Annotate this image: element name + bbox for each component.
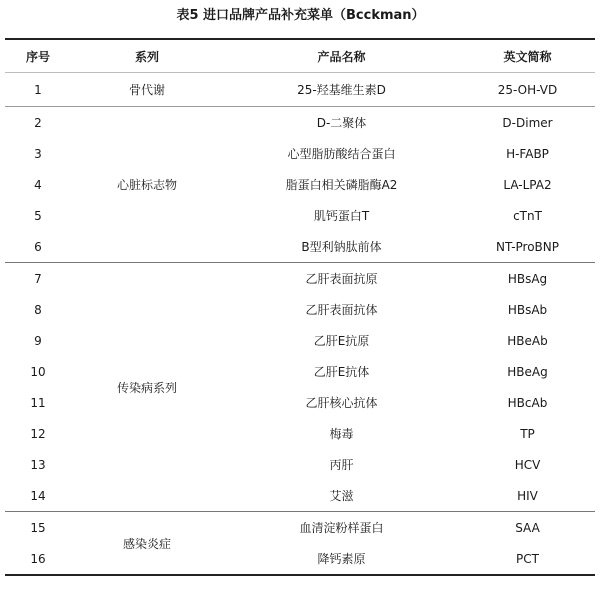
row-product-name: 丙肝 [329, 458, 354, 472]
category-infection-inflammation: 感染炎症 [71, 512, 223, 576]
row-serial: 10 [30, 364, 46, 379]
row-abbreviation: 25-OH-VD [460, 73, 595, 107]
row-abbreviation: HBsAg [507, 271, 548, 286]
category-infectious-diseases: 传染病系列 [71, 263, 223, 512]
header-series: 系列 [71, 39, 223, 73]
row-abbreviation: H-FABP [506, 146, 549, 161]
row-serial: 4 [34, 177, 42, 192]
row-product-name: 艾滋 [223, 480, 460, 512]
row-serial: 12 [30, 426, 46, 441]
row-abbreviation: cTnT [513, 208, 542, 223]
row-product-name: D-二聚体 [316, 116, 367, 130]
row-abbreviation: PCT [460, 543, 595, 575]
row-abbreviation: HBeAb [507, 333, 548, 348]
row-serial: 1 [5, 73, 71, 107]
table-row [5, 107, 595, 139]
row-serial: 2 [34, 115, 42, 130]
header-product-name: 产品名称 [223, 39, 460, 73]
row-product-name: 乙肝核心抗体 [305, 396, 378, 410]
header-abbreviation: 英文简称 [460, 39, 595, 73]
row-product-name: 肌钙蛋白T [313, 209, 370, 223]
row-abbreviation: LA-LPA2 [503, 177, 552, 192]
row-serial: 11 [30, 395, 46, 410]
row-serial: 9 [34, 333, 42, 348]
row-product-name: 乙肝E抗原 [313, 334, 370, 348]
table-row [5, 263, 595, 295]
row-abbreviation: NT-ProBNP [460, 231, 595, 263]
header-serial: 序号 [5, 39, 71, 73]
row-abbreviation: D-Dimer [502, 115, 553, 130]
category-cardiac-markers: 心脏标志物 [71, 107, 223, 263]
row-product-name: 梅毒 [329, 427, 354, 441]
row-abbreviation: HIV [460, 480, 595, 512]
row-serial: 14 [5, 480, 71, 512]
row-abbreviation: HBsAb [507, 302, 548, 317]
row-product-name: B型利钠肽前体 [223, 231, 460, 263]
row-abbreviation: HBcAb [507, 395, 548, 410]
row-abbreviation: HBeAg [507, 364, 548, 379]
row-abbreviation: HCV [514, 457, 541, 472]
row-serial: 5 [34, 208, 42, 223]
row-serial: 7 [34, 271, 42, 286]
row-serial: 13 [30, 457, 46, 472]
row-product-name: 心型脂肪酸结合蛋白 [287, 147, 396, 161]
table-row [5, 512, 595, 544]
row-abbreviation: TP [520, 426, 535, 441]
row-product-name: 乙肝表面抗原 [305, 272, 378, 286]
row-product-name: 脂蛋白相关磷脂酶A2 [285, 178, 398, 192]
row-serial: 3 [34, 146, 42, 161]
category-bone-metabolism: 骨代谢 [71, 73, 223, 107]
row-serial: 8 [34, 302, 42, 317]
table-row [5, 73, 595, 107]
row-serial: 15 [30, 520, 46, 535]
row-product-name: 25-羟基维生素D [223, 73, 460, 107]
row-product-name: 乙肝表面抗体 [305, 303, 378, 317]
row-product-name: 降钙素原 [223, 543, 460, 575]
table-header-row [5, 39, 595, 73]
product-table [5, 38, 595, 576]
row-product-name: 乙肝E抗体 [313, 365, 370, 379]
row-serial: 6 [5, 231, 71, 263]
row-product-name: 血清淀粉样蛋白 [299, 521, 384, 535]
row-abbreviation: SAA [515, 520, 540, 535]
table-title: 表5 进口品牌产品补充菜单（Bcckman） [176, 8, 425, 23]
row-serial: 16 [5, 543, 71, 575]
